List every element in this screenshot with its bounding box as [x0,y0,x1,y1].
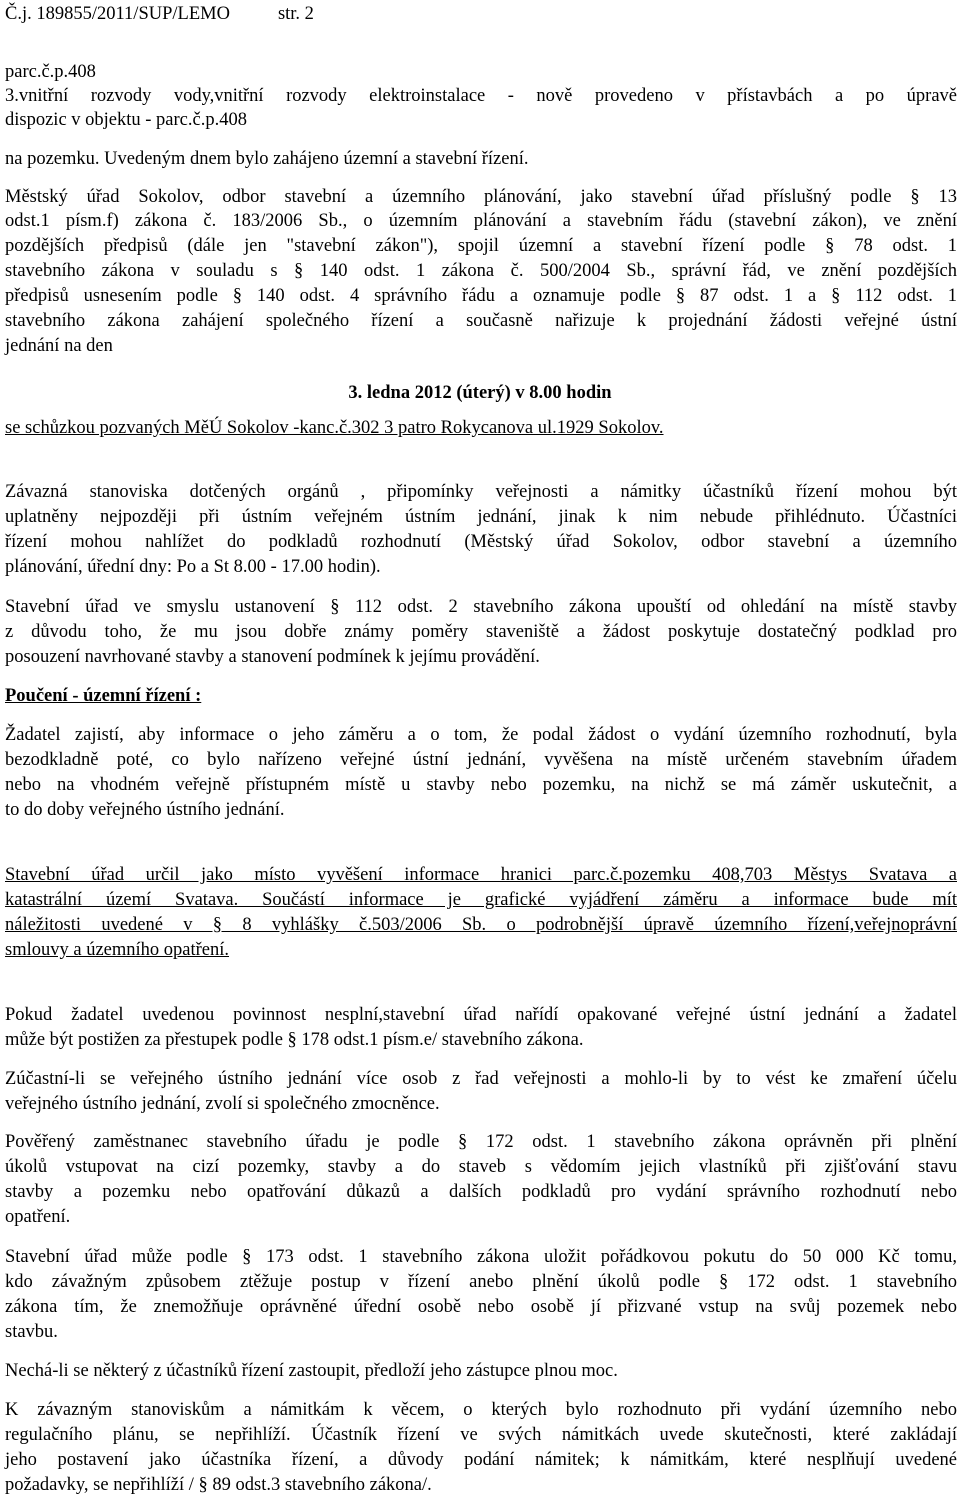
text-line: Stavební úřad ve smyslu ustanovení § 112 odst. 2 stavebního zákona upouští od ohledání na místě stavby [5,597,957,617]
text-line: veřejného ústního jednání, zvolí si společného zmocněnce. [5,1094,440,1114]
text-line: nebo na vhodném veřejně přístupném místě u stavby nebo pozemku, na nichž se má záměr uskutečnit, a [5,775,957,795]
text-line: posouzení navrhované stavby a stanovení podmínek k jejímu provádění. [5,647,540,667]
text-line: regulačního plánu, se nepřihlíží. Účastník řízení ve svých námitkách uvede skutečnosti, které zakládají [5,1425,957,1445]
text-line: jednání na den [5,336,113,356]
text-line: parc.č.p.408 [5,62,96,82]
text-line: plánování, úřední dny: Po a St 8.00 - 17.00 hodin). [5,557,381,577]
text-line: stavbu. [5,1322,58,1342]
text-line: Pověřený zaměstnanec stavebního úřadu je podle § 172 odst. 1 stavebního zákona oprávněn při plnění [5,1132,957,1152]
text-line: Žadatel zajistí, aby informace o jeho záměru a o tom, že podal žádost o vydání územního rozhodnutí, byla [5,725,957,745]
text-line: Stavební úřad může podle § 173 odst. 1 stavebního zákona uložit pořádkovou pokutu do 50 000 Kč tomu, [5,1247,957,1267]
text-line: Závazná stanoviska dotčených orgánů , připomínky veřejnosti a námitky účastníků řízení mohou být [5,482,957,502]
text-line: náležitosti uvedené v § 8 vyhlášky č.503/2006 Sb. o podrobnější úpravě územního řízení,veřejnoprávní [5,915,957,935]
text-line: z důvodu toho, že mu jsou dobře známy poměry staveniště a žádost poskytuje dostatečný podklad pro [5,622,957,642]
text-line: na pozemku. Uvedeným dnem bylo zahájeno územní a stavební řízení. [5,149,529,169]
text-line: 3.vnitřní rozvody vody,vnitřní rozvody elektroinstalace - nově provedeno v přístavbách a po úpravě [5,86,957,106]
meeting-place: se schůzkou pozvaných MěÚ Sokolov -kanc.č.302 3 patro Rokycanova ul.1929 Sokolov. [5,418,664,438]
text-line: uplatněny nejpozději při ústním veřejném ústním jednání, jinak k nim nebude přihlédnuto. Účastníci [5,507,957,527]
text-line: řízení mohou nahlížet do podkladů rozhodnutí (Městský úřad Sokolov, odbor stavební a územního [5,532,957,552]
text-line: to do doby veřejného ústního jednání. [5,800,285,820]
text-line: Nechá-li se některý z účastníků řízení zastoupit, předloží jeho zástupce plnou moc. [5,1361,618,1381]
text-line: smlouvy a územního opatření. [5,940,230,960]
text-line: zákona tím, že znemožňuje oprávněné úřední osobě nebo osobě jí přizvané vstup na svůj pozemek nebo [5,1297,957,1317]
document-reference: Č.j. 189855/2011/SUP/LEMO [5,4,230,24]
text-line: pozdějších předpisů (dále jen "stavební zákon"), spojil územní a stavební řízení podle § 78 odst. 1 [5,236,957,256]
text-line: Městský úřad Sokolov, odbor stavební a územního plánování, jako stavební úřad příslušný podle § 13 [5,187,957,207]
text-line: Pokud žadatel uvedenou povinnost nesplní,stavební úřad nařídí opakované veřejné ústní jednání a žadatel [5,1005,957,1025]
text-line: stavebního zákona zahájení společného řízení a současně nařizuje k projednání žádosti veřejné ústní [5,311,957,331]
text-line: Zúčastní-li se veřejného ústního jednání více osob z řad veřejnosti a mohlo-li by to vést ke zmaření účelu [5,1069,957,1089]
text-line: může být postižen za přestupek podle § 178 odst.1 písm.e/ stavebního zákona. [5,1030,584,1050]
text-line: úkolů vstupovat na cizí pozemky, stavby a do staveb s vědomím jejich vlastníků při zjišťování stavu [5,1157,957,1177]
section-heading: Poučení - územní řízení : [5,686,202,706]
text-line: kdo závažným způsobem ztěžuje postup v řízení anebo plnění úkolů podle § 172 odst. 1 stavebního [5,1272,957,1292]
text-line: stavebního zákona v souladu s § 140 odst. 1 zákona č. 500/2004 Sb., správní řád, ve znění pozdějších [5,261,957,281]
hearing-date: 3. ledna 2012 (úterý) v 8.00 hodin [348,383,612,403]
text-line: předpisů usnesením podle § 140 odst. 4 správního řádu a oznamuje podle § 87 odst. 1 a § 112 odst. 1 [5,286,957,306]
text-line: katastrální území Svatava. Součástí informace je grafické vyjádření záměru a informace bude mít [5,890,957,910]
text-line: dispozic v objektu - parc.č.p.408 [5,110,247,130]
header-line [5,2,314,27]
text-line: stavby a pozemku nebo opatřování důkazů a dalších podkladů pro vydání správního rozhodnutí nebo [5,1182,957,1202]
text-line: jeho postavení jako účastníka řízení, a důvody podání námitek; k námitkám, které nesplňují uvedené [5,1450,957,1470]
text-line: bezodkladně poté, co bylo nařízeno veřejné ústní jednání, vyvěšena na místě určeném stavebním úřadem [5,750,957,770]
text-line: opatření. [5,1207,71,1227]
text-line: Stavební úřad určil jako místo vyvěšení informace hranici parc.č.pozemku 408,703 Městys Svatava a [5,865,957,885]
text-line: K závazným stanoviskům a námitkám k věcem, o kterých bylo rozhodnuto při vydání územního nebo [5,1400,957,1420]
text-line: odst.1 písm.f) zákona č. 183/2006 Sb., o územním plánování a stavebním řádu (stavební zákon), ve znění [5,211,957,231]
page-number: str. 2 [277,4,314,24]
text-line: požadavky, se nepřihlíží / § 89 odst.3 stavebního zákona/. [5,1475,432,1495]
